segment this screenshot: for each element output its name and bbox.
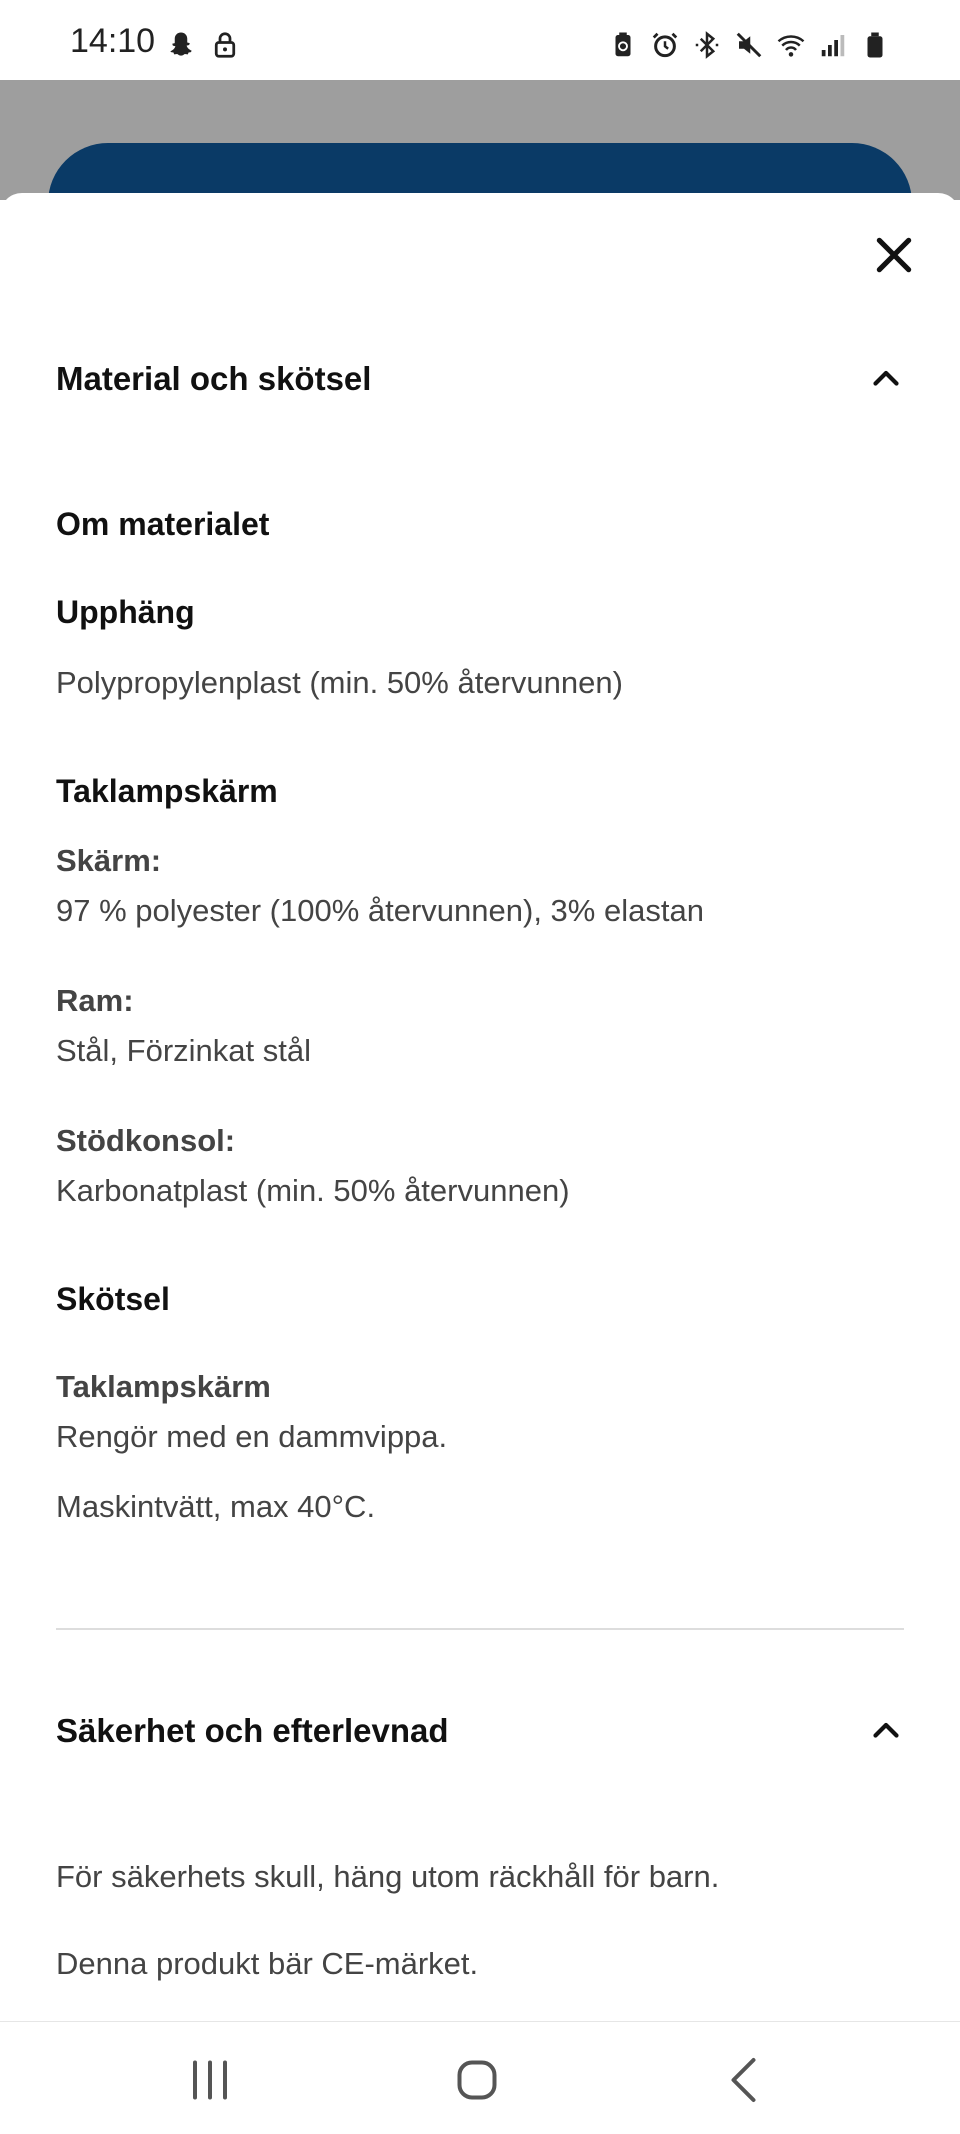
chevron-up-icon — [868, 1713, 904, 1749]
bottom-sheet — [0, 193, 960, 2021]
signal-icon — [818, 30, 848, 60]
care-subheading: Taklampskärm — [56, 1369, 271, 1404]
home-icon[interactable] — [447, 2050, 507, 2110]
lock-icon — [210, 30, 240, 60]
care-line-1: Rengör med en dammvippa. — [56, 1419, 448, 1454]
back-icon[interactable] — [716, 2050, 776, 2110]
accordion-material-title: Material och skötsel — [56, 360, 372, 397]
mute-icon — [734, 30, 764, 60]
accordion-safety-title: Säkerhet och efterlevnad — [56, 1712, 449, 1749]
bluetooth-icon — [692, 30, 722, 60]
snapchat-icon — [166, 30, 196, 60]
safety-line-2: Denna produkt bär CE-märket. — [56, 1946, 479, 1981]
close-icon[interactable] — [872, 233, 916, 277]
chevron-up-icon — [868, 361, 904, 397]
status-time: 14:10 — [70, 22, 156, 60]
hanger-heading: Upphäng — [56, 594, 195, 630]
screen-text: 97 % polyester (100% återvunnen), 3% elastan — [56, 893, 704, 928]
system-nav-bar — [0, 2021, 960, 2134]
section-divider — [56, 1628, 904, 1630]
status-bar — [0, 0, 960, 80]
shade-heading: Taklampskärm — [56, 773, 278, 809]
frame-label: Ram: — [56, 983, 134, 1018]
accordion-safety-header[interactable] — [56, 1701, 904, 1761]
screen-label: Skärm: — [56, 843, 162, 878]
care-line-2: Maskintvätt, max 40°C. — [56, 1489, 376, 1524]
frame-text: Stål, Förzinkat stål — [56, 1033, 311, 1068]
bracket-label: Stödkonsol: — [56, 1123, 236, 1158]
care-heading: Skötsel — [56, 1281, 170, 1317]
alarm-icon — [650, 30, 680, 60]
wifi-icon — [776, 30, 806, 60]
status-left-icons — [166, 30, 240, 60]
battery-icon — [860, 30, 890, 60]
hanger-text: Polypropylenplast (min. 50% återvunnen) — [56, 665, 623, 700]
safety-line-1: För säkerhets skull, häng utom räckhåll för barn. — [56, 1859, 720, 1894]
about-material-heading: Om materialet — [56, 506, 270, 542]
bracket-text: Karbonatplast (min. 50% återvunnen) — [56, 1173, 570, 1208]
accordion-material-header[interactable] — [56, 349, 904, 409]
battery-saver-icon — [608, 30, 638, 60]
status-right-icons — [608, 30, 890, 60]
recent-apps-icon[interactable] — [180, 2050, 240, 2110]
